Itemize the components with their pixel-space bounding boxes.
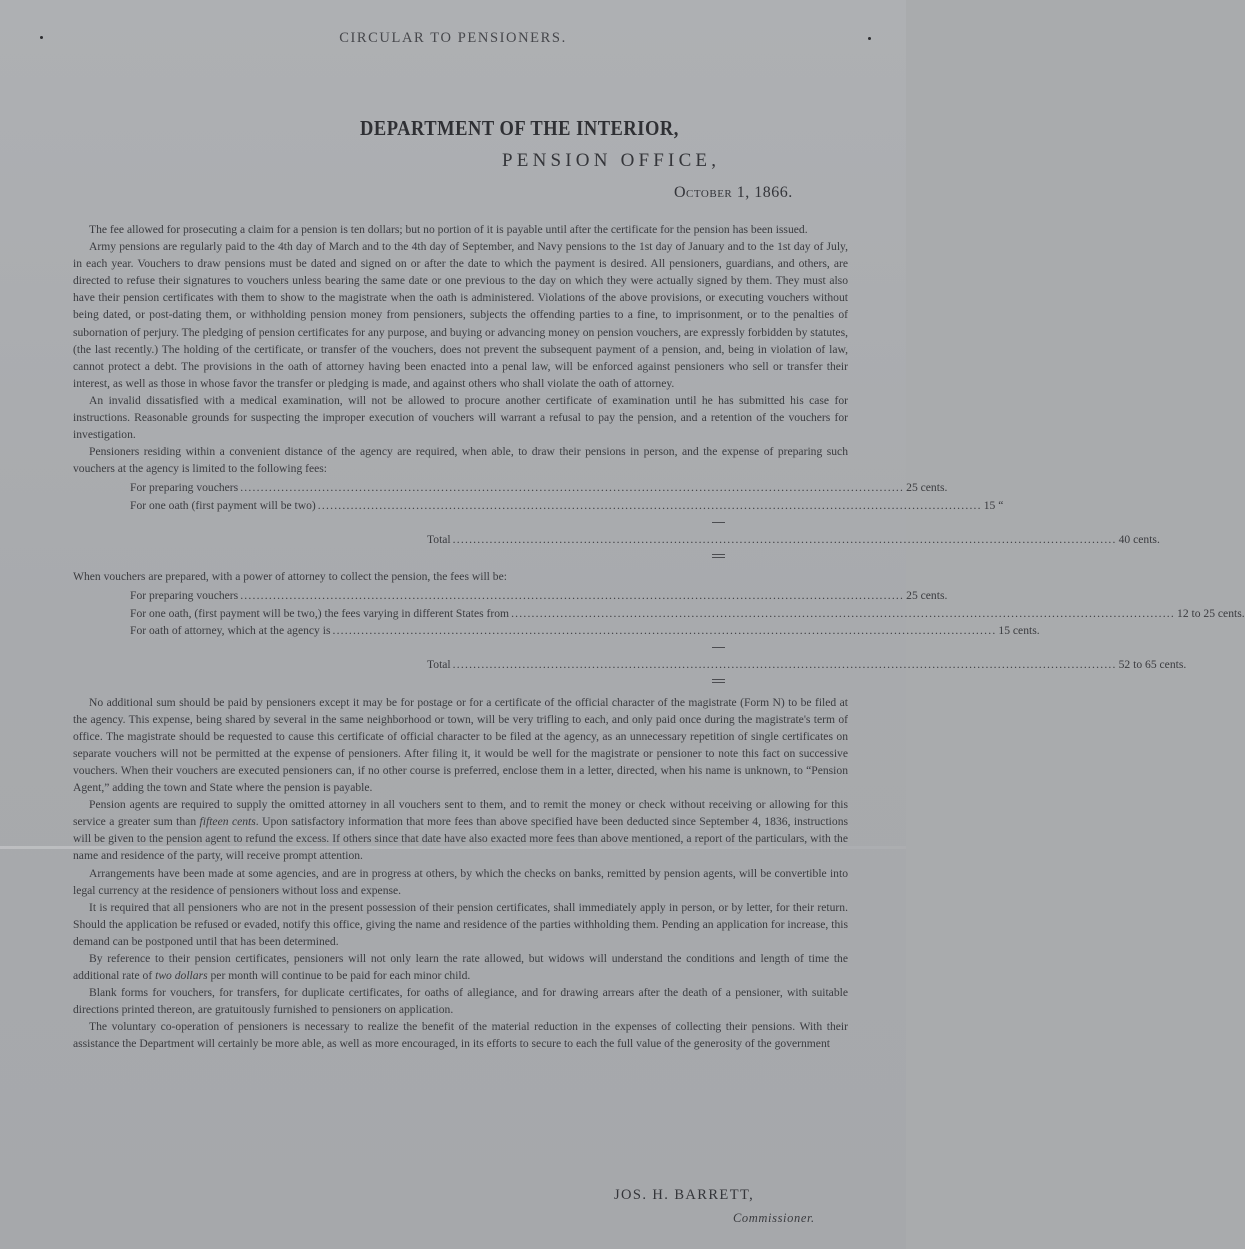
signature-title: Commissioner. — [733, 1211, 815, 1225]
double-rule — [73, 548, 848, 565]
paragraph-arrangements: Arrangements have been made at some agencies, and are in progress at others, by which the checks on banks, remitted by pension agents, will be convertible into legal currency at the residence of pensioners without loss and expense. — [73, 866, 848, 897]
emphasis: fifteen cents — [199, 815, 256, 829]
paragraph-additional-sum: No additional sum should be paid by pensioners except it may be for postage or for a certificate of the official character of the magistrate (Form N) to be filed at the agency. This expense, being shared by several in the same neighborhood or town, will be very trifling to each, and only paid once during the magistrate's term of office. The magistrate should be requested to cause this certificate of official character to be filed at the agency, as an unnecessary repetition of single certificates on separate vouchers will not be permitted at the expense of pensioners. After filing it, it would be well for the magistrate or pensioner to note this fact on successive vouchers. When their vouchers are executed pensioners can, if no other course is preferred, enclose them in a letter, directed, when his name is unknown, to “Pension Agent,” adding the town and State where the pension is payable. — [73, 695, 848, 795]
leader-dots: .................................................................................................................................................................. — [452, 532, 1117, 546]
paragraph-attorney-fees: When vouchers are prepared, with a power of attorney to collect the pension, the fees will be: — [73, 570, 507, 584]
paragraph-army-pensions: Army pensions are regularly paid to the 4th day of March and to the 4th day of September, and Navy pensions to the 1st day of January and to the 1st day of July, in each year. Vouchers to draw pensions must be dated and signed on or after the date to which the payment is desired. All pensioners, guardians, and others, are directed to refuse their signatures to vouchers unless bearing the same date or one previous to the day on which they were actually signed by them. They must also have their pension certificates with them to show to the magistrate when the oath is administered. Violations of the above provisions, or executing vouchers without being dated, or post-dating them, or withholding pension money from pensioners, subjects the offending parties to a fine, to imprisonment, or to the penalties of subornation of perjury. The pledging of pension certificates for any purpose, and buying or advancing money on pension vouchers, are expressly forbidden by statutes, (the last recently.) The holding of the certificate, or transfer of the vouchers, does not prevent the subsequent payment of a pension, and, being in violation of law, cannot protect a debt. The provisions in the oath of attorney having been enacted into a penal law, will be enforced against pensioners who sell or transfer their interest, as well as those in whose favor the transfer or pledging is made, and against others who shall violate the oath of attorney. — [73, 240, 848, 390]
fee-total-row — [73, 656, 1187, 673]
fee-label: For one oath, (first payment will be two,) the fees varying in different States from — [130, 606, 510, 620]
department-title: DEPARTMENT OF THE INTERIOR, — [360, 116, 679, 140]
leader-dots: .................................................................................................................................................................. — [240, 481, 905, 495]
total-label: Total — [427, 532, 451, 546]
leader-dots: .................................................................................................................................................................. — [317, 498, 982, 512]
total-amount: 40 cents. — [1118, 532, 1160, 546]
paragraph-blank-forms: Blank forms for vouchers, for transfers, for duplicate certificates, for oaths of allegiance, and for drawing arrears after the death of a pensioner, with suitable directions printed thereon, are gratuitously furnished to pensioners on application. — [73, 986, 848, 1017]
fee-label: For preparing vouchers — [130, 481, 239, 495]
leader-dots: .................................................................................................................................................................. — [240, 589, 905, 603]
fee-amount: 25 cents. — [906, 481, 948, 495]
fee-row — [73, 497, 1004, 514]
fee-label: For preparing vouchers — [130, 589, 239, 603]
fee-label: For one oath (first payment will be two) — [130, 498, 316, 512]
fee-amount: 12 to 25 cents. — [1177, 606, 1245, 620]
paragraph-pension-agents — [73, 796, 848, 864]
paragraph-invalid: An invalid dissatisfied with a medical examination, will not be allowed to procure another certificate of examination until he has submitted his case for instructions. Reasonable grounds for suspecting the improper execution of vouchers will warrant a refusal to pay the pension, and a retention of the vouchers for investigation. — [73, 393, 848, 442]
total-amount: 52 to 65 cents. — [1118, 658, 1187, 672]
fee-total-row — [73, 531, 1160, 548]
fee-row — [73, 479, 948, 496]
paragraph-part: By reference to their pension certificates, pensioners will not only learn the rate allowed, but widows will understand the conditions and length of time the additional rate of — [73, 951, 848, 983]
paragraph-cooperation: The voluntary co-operation of pensioners is necessary to realize the benefit of the material reduction in the expenses of collecting their pensions. With their assistance the Department will certainly be more able, as well as more encouraged, in its efforts to secure to each the full value of the generosity of the government — [73, 1020, 848, 1051]
paragraph-part: per month will continue to be paid for each minor child. — [207, 969, 471, 983]
fee-amount: 15 “ — [983, 498, 1004, 512]
office-title: PENSION OFFICE, — [502, 150, 721, 171]
paragraph-part: Pension agents are required to supply the omitted attorney in all vouchers sent to them, and to remit the money or check without receiving or allowing for this service a greater sum than — [73, 798, 848, 829]
fee-row — [73, 587, 948, 604]
circular-heading: CIRCULAR TO PENSIONERS. — [339, 30, 567, 46]
fee-amount: 25 cents. — [906, 589, 948, 603]
sum-rule — [73, 514, 848, 531]
leader-dots: .................................................................................................................................................................. — [452, 658, 1117, 672]
paragraph-widows — [73, 950, 848, 984]
emphasis: two dollars — [155, 969, 208, 983]
paragraph-fee-allowed: The fee allowed for prosecuting a claim for a pension is ten dollars; but no portion of it is payable until after the certificate for the pension has been issued. — [89, 223, 808, 236]
circular-date: October 1, 1866. — [674, 184, 793, 201]
paragraph-residing: Pensioners residing within a convenient distance of the agency are required, when able, to draw their pensions in person, and the expense of preparing such vouchers at the agency is limited to the following fees: — [73, 445, 848, 476]
leader-dots: .................................................................................................................................................................. — [511, 606, 1176, 620]
double-rule — [73, 673, 848, 690]
circular-body — [73, 221, 1245, 1053]
paragraph-certificates-return: It is required that all pensioners who are not in the present possession of their pension certificates, shall immediately apply in person, or by letter, for their return. Should the application be refused or evaded, notify this office, giving the name and residence of the parties withholding them. Pending an application for increase, this demand can be postponed until that has been determined. — [73, 900, 848, 948]
fee-schedule-in-person — [73, 479, 1160, 565]
fee-row — [73, 605, 1245, 622]
total-label: Total — [427, 658, 451, 672]
fee-row — [73, 622, 1040, 639]
paragraph-part: . Upon satisfactory information that more fees than above specified have been deducted since September 4, 1836, instructions will be given to the pension agent to refund the excess. If others since that date have also exacted more fees than above mentioned, a report of the particulars, with the name and residence of the party, will receive prompt attention. — [73, 815, 848, 863]
fee-amount: 15 cents. — [998, 623, 1040, 637]
sum-rule — [73, 639, 848, 656]
fee-schedule-attorney — [73, 587, 1245, 690]
leader-dots: .................................................................................................................................................................. — [332, 623, 997, 637]
signature-name: JOS. H. BARRETT, — [614, 1187, 755, 1203]
fee-label: For oath of attorney, which at the agency is — [130, 623, 331, 637]
